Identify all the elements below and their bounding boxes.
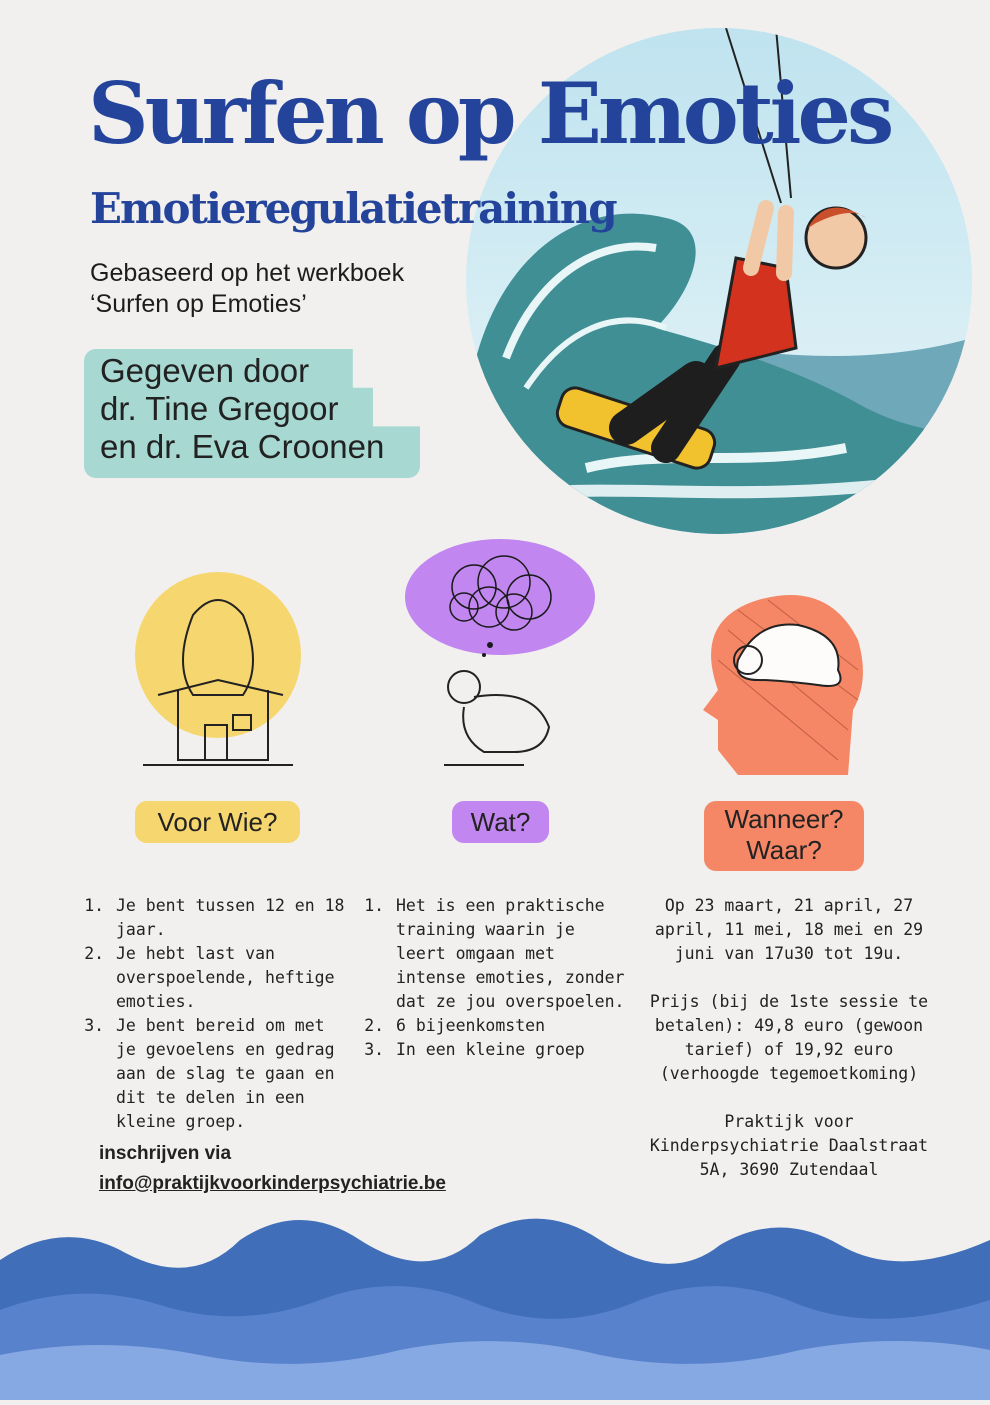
given-by-text — [100, 352, 384, 466]
when-label — [704, 801, 864, 871]
list-item: 2. 6 bijeenkomsten — [394, 1014, 628, 1038]
page-subtitle: Emotieregulatietraining — [90, 184, 616, 233]
what-list — [372, 894, 628, 1062]
when-info — [636, 894, 942, 1206]
given-by-line-3: en dr. Eva Croonen — [100, 428, 385, 465]
list-item: 1. Je bent tussen 12 en 18 jaar. — [114, 894, 354, 942]
dates-text: Op 23 maart, 21 april, 27 april, 11 mei, 18 mei en 29 juni van 17u30 tot 19u. — [654, 896, 924, 963]
based-on-text — [90, 258, 404, 320]
registration-email-link[interactable]: info@praktijkvoorkinderpsychiatrie.be — [99, 1173, 446, 1194]
sad-person-house-illustration — [133, 555, 303, 775]
page-title: Surfen op Emoties — [88, 64, 891, 163]
list-item: 3. In een kleine groep — [394, 1038, 628, 1062]
list-item: 3. Je bent bereid om met je gevoelens en gedrag aan de slag te gaan en dit te delen in een kleine groep. — [114, 1014, 354, 1134]
given-by-line-2: dr. Tine Gregoor — [100, 390, 339, 427]
location-text: Praktijk voor Kinderpsychiatrie Daalstraat 5A, 3690 Zutendaal — [649, 1112, 929, 1179]
list-item: 2. Je hebt last van overspoelende, heftige emoties. — [114, 942, 354, 1014]
what-label: Wat? — [452, 801, 549, 843]
registration-label: inschrijven via — [99, 1143, 232, 1164]
given-by-line-1: Gegeven door — [100, 352, 310, 389]
who-label: Voor Wie? — [135, 801, 300, 843]
list-item: 1. Het is een praktische training waarin je leert omgaan met intense emoties, zonder dat ze jou overspoelen. — [394, 894, 628, 1014]
thought-cloud-person-illustration — [404, 537, 596, 777]
when-label-line-1: Wanneer? — [724, 804, 844, 834]
when-label-line-2: Waar? — [746, 835, 822, 865]
based-on-line-2: ‘Surfen op Emoties’ — [90, 290, 307, 318]
watercolor-waves-decoration — [0, 1200, 990, 1400]
who-list — [92, 894, 354, 1134]
price-text: Prijs (bij de 1ste sessie te betalen): 49,8 euro (gewoon tarief) of 19,92 euro (verhoogde tegemoetkoming) — [649, 992, 929, 1083]
based-on-line-1: Gebaseerd op het werkboek — [90, 259, 405, 287]
curled-person-head-illustration — [698, 590, 870, 775]
